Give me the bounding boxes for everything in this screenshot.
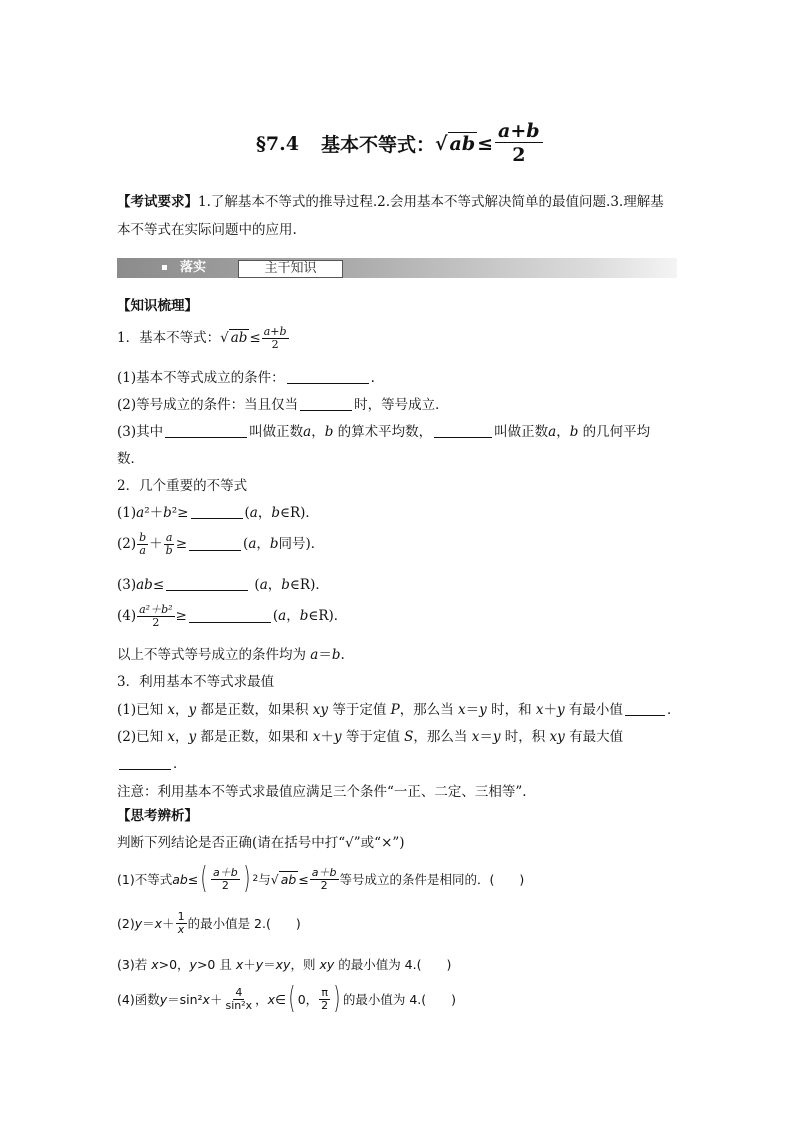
knowledge-point-2: 2．几个重要的不等式 [117, 478, 248, 494]
knowledge-point-3: 3．利用基本不等式求最值 [117, 674, 275, 690]
thinking-question-1: (1)不等式 ab ≤ ( $\frac{a+b}{2}$ ) 2 与 √ ab ≤ $\frac{a+b}{2}$ 等号成立的条件是相同的．( ) [117, 861, 525, 896]
answer-blank[interactable] [300, 398, 352, 411]
knowledge-point-2-3: (3)ab≤ (a，b∈R)． [117, 577, 329, 593]
section-banner [117, 258, 677, 278]
thinking-question-2: (2) y ＝ x ＋ $\frac{1}{x}$ 的最小值是 2.( ) [117, 910, 301, 936]
knowledge-point-1-2: (2)等号成立的条件：当且仅当 时，等号成立． [117, 397, 449, 413]
answer-blank[interactable] [434, 425, 492, 438]
answer-blank[interactable] [189, 538, 241, 551]
answer-blank[interactable] [165, 425, 247, 438]
title-sqrt: √ ab [435, 132, 476, 155]
knowledge-point-2-note: 以上不等式等号成立的条件均为 a＝b. [117, 647, 345, 663]
thinking-question-3: (3)若 x>0，y>0 且 x＋y＝xy，则 xy 的最小值为 4.( ) [117, 957, 452, 972]
answer-blank[interactable] [189, 610, 271, 623]
knowledge-point-1-3-cont: 数． [117, 451, 144, 467]
answer-blank[interactable] [166, 578, 248, 591]
title-relation: ≤ [477, 132, 494, 155]
thinking-question-4: (4)函数 y ＝sin² x ＋ $\frac{4}{\text{sin²x}}$ ， x ∈ ( 0， $\frac{\pi}{2}$ ) 的最小值为 4.( ) [117, 981, 457, 1016]
requirements-line-2: 本不等式在实际问题中的应用. [117, 222, 297, 238]
thinking-label: 【思考辨析】 [117, 808, 198, 824]
answer-blank[interactable] [625, 703, 665, 716]
answer-blank[interactable] [191, 506, 243, 519]
title-section: §7.4 [256, 132, 299, 155]
banner-right-label: 主干知识 [238, 260, 343, 278]
title-name: 基本不等式： [321, 134, 436, 156]
page-title [256, 120, 543, 167]
knowledge-point-3-2: (2)已知 x，y 都是正数，如果和 x＋y 等于定值 S，那么当 x＝y 时，积 xy 有最大值 [117, 729, 624, 745]
knowledge-label: 【知识梳理】 [117, 298, 198, 314]
answer-blank[interactable] [287, 371, 369, 384]
knowledge-point-2-4: (4) $\frac{\text{a²＋b²}}{2}$ ≥ ( a ， b ∈R)． [117, 603, 348, 629]
knowledge-point-2-2: (2) $\frac{b}{a}$ ＋ $\frac{a}{b}$ ≥ ( a ， b 同号)． [117, 531, 325, 557]
knowledge-point-1: 1．基本不等式： √ ab ≤ $\frac{a+b}{2}$ [117, 325, 287, 351]
answer-blank[interactable] [119, 757, 171, 770]
requirements-line-1: 【考试要求】1.了解基本不等式的推导过程.2.会用基本不等式解决简单的最值问题.3.理解基 [117, 194, 664, 210]
knowledge-point-3-2-cont: ． [117, 755, 187, 773]
knowledge-point-1-1: (1)基本不等式成立的条件： . [117, 370, 375, 386]
title-fraction: $\frac{a+b}{2}$ [495, 120, 543, 167]
square-bullet-icon [162, 265, 167, 270]
knowledge-point-1-3: (3)其中 叫做正数a，b 的算术平均数， 叫做正数a，b 的几何平均 [117, 424, 651, 440]
banner-left-label: 落实 [180, 260, 207, 275]
knowledge-note: 注意：利用基本不等式求最值应满足三个条件“一正、二定、三相等”. [117, 784, 527, 800]
knowledge-point-3-1: (1)已知 x，y 都是正数，如果积 xy 等于定值 P，那么当 x＝y 时，和 x＋y 有最小值 ． [117, 702, 681, 718]
knowledge-point-2-1: (1)a²＋b²≥ (a，b∈R)． [117, 505, 319, 521]
thinking-intro: 判断下列结论是否正确(请在括号中打“√”或“×”) [117, 835, 405, 851]
